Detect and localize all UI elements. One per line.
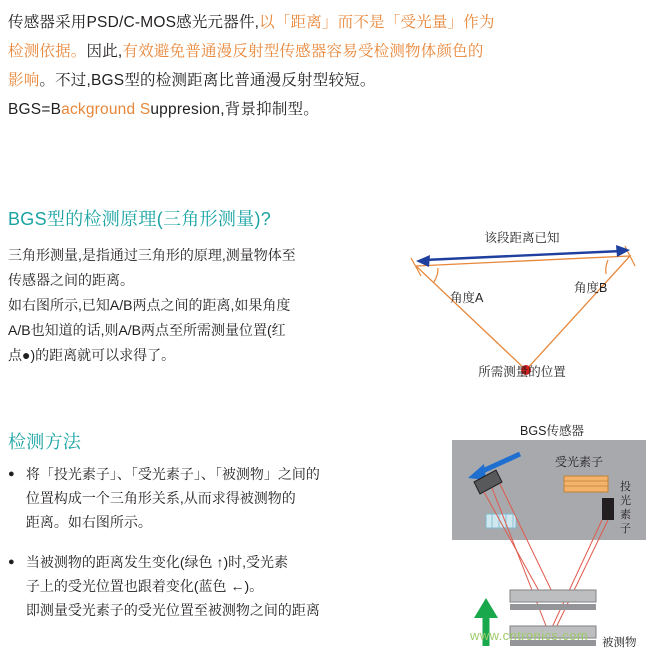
b2-line-0: 当被测物的距离发生变化(绿色 ↑)时,受光素 [25, 554, 288, 570]
intro-line-4b: ackground S [61, 101, 151, 118]
bullet-icon: ● [8, 468, 15, 480]
section-1-line-4: 点●)的距离就可以求得了。 [8, 347, 176, 363]
b2-line-2: 即测量受光素子的受光位置至被测物之间的距离 [25, 602, 320, 618]
object-label: 被测物 [602, 637, 637, 648]
intro-paragraph [8, 8, 644, 124]
b1-line-0: 将「投光素子」、「受光素子」、「被测物」之间的 [25, 466, 320, 482]
section-1-line-3: A/B也知道的话,则A/B两点至所需测量位置(红 [8, 322, 286, 338]
intro-line-2c: 有效避免普通漫反射型传感器容易受检测物体颜色的 [122, 43, 484, 60]
intro-line-1 [8, 8, 644, 37]
list-item [8, 462, 408, 534]
section-2-heading: 检测方法 [8, 432, 82, 452]
triangle-caption: 所需测量的位置 [478, 365, 566, 379]
bgs-figure-title: BGS传感器 [520, 424, 584, 438]
section-1-line-2: 如右图所示,已知A/B两点之间的距离,如果角度 [8, 297, 291, 313]
emitter-label-4: 子 [620, 523, 631, 535]
section-1-heading: BGS型的检测原理(三角形测量)? [8, 209, 272, 229]
bgs-sensor-figure [452, 440, 646, 648]
section-1-line-0: 三角形测量,是指通过三角形的原理,测量物体至 [8, 247, 296, 263]
triangle-angle-b-label: 角度B [574, 281, 608, 295]
intro-line-4 [8, 95, 644, 124]
emitter-label-3: 素 [620, 509, 631, 521]
list-item-text [26, 550, 396, 622]
triangle-top-label: 该段距离已知 [484, 231, 560, 245]
list-item-text [26, 462, 396, 534]
section-1-line-1: 传感器之间的距离。 [8, 272, 134, 288]
b1-line-1: 位置构成一个三角形关系,从而求得被测物的 [25, 490, 296, 506]
intro-line-1b: 以「距离」而不是「受光量」作为 [259, 14, 495, 31]
intro-line-2a: 检测依据。 [8, 43, 87, 60]
emitter-label-2: 光 [620, 495, 631, 507]
watermark: www.cntronics.com [470, 628, 589, 643]
intro-line-4a: BGS=B [8, 101, 62, 118]
triangle-angle-a-label: 角度A [450, 291, 484, 305]
bullet-icon: ● [8, 556, 15, 568]
intro-line-2 [8, 37, 644, 66]
emitter-label-1: 投 [620, 481, 631, 493]
section-2-body [8, 462, 408, 638]
intro-line-4c: uppresion,背景抑制型。 [150, 101, 319, 118]
intro-line-2b: 因此, [86, 43, 123, 60]
receiver-label: 受光素子 [555, 455, 604, 469]
section-1-body [8, 243, 388, 368]
intro-line-3 [8, 66, 644, 95]
intro-line-3a: 影响 [8, 72, 40, 89]
b1-line-2: 距离。如右图所示。 [25, 514, 152, 530]
intro-line-3b: 。不过,BGS型的检测距离比普通漫反射型较短。 [39, 72, 376, 89]
b2-line-1: 子上的受光位置也跟着变化(蓝色 ←)。 [25, 578, 264, 594]
intro-line-1a: 传感器采用PSD/C-MOS感光元器件, [8, 14, 260, 31]
list-item [8, 550, 408, 622]
